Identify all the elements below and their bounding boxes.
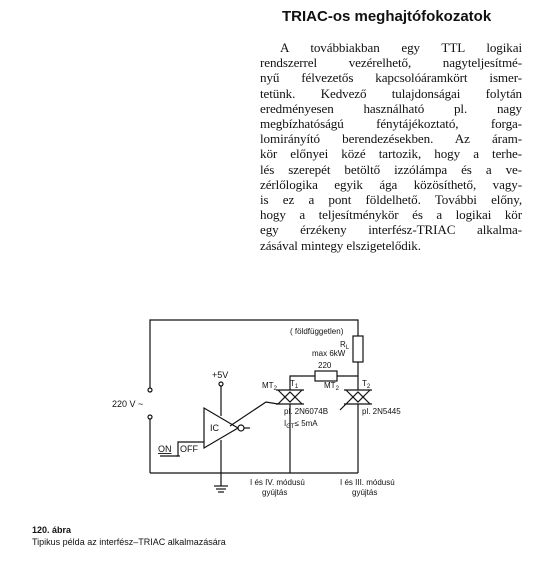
resistor-value: 220 xyxy=(318,361,332,370)
gate-resistor xyxy=(315,371,337,381)
article-paragraph xyxy=(260,40,522,253)
load-resistor xyxy=(353,336,363,362)
figure-number: 120. ábra xyxy=(32,525,72,535)
paragraph-line: A továbbiakban egy TTL logikai xyxy=(280,40,522,55)
t2-type-label: pl. 2N5445 xyxy=(362,407,401,416)
figure-caption-text: Tipikus példa az interfész–TRIAC alkalmazására xyxy=(32,537,226,547)
t1-mt2-label: $MT_2$ xyxy=(262,381,277,392)
t1-gate-wire xyxy=(230,402,278,426)
t1-label: $T_1$ xyxy=(290,379,299,390)
switch-off-label: OFF xyxy=(180,444,198,454)
paragraph-line: zásával mintegy elszigetelődik. xyxy=(260,237,421,253)
triac-schematic xyxy=(0,290,533,520)
paragraph-line: megbízhatóságú fénytájékoztató, forga- xyxy=(260,116,522,132)
mode-right-line1: I és III. módusú xyxy=(340,478,395,487)
paragraph-line: is ez a pont földelhető. További előny, xyxy=(260,192,522,208)
terminal-top xyxy=(148,388,152,392)
load-name: $R_L$ xyxy=(340,340,350,351)
paragraph-line: eredményesen használható pl. nagy xyxy=(260,100,522,116)
switch-on-label: ON xyxy=(158,444,172,454)
load-note: ( földfüggetlen) xyxy=(290,327,344,336)
ic-label: IC xyxy=(210,423,219,433)
paragraph-line: kör előnyei közé tartozik, hogy a terhe- xyxy=(260,146,522,162)
paragraph-line: zérlőlogika egyik ága közösíthető, vagy- xyxy=(260,176,522,192)
paragraph-line: egy érzékeny interfész-TRIAC alkalma- xyxy=(260,222,522,238)
figure-caption xyxy=(32,524,226,548)
t1-type-label: pl. 2N6074B xyxy=(284,407,329,416)
t2-label: $T_2$ xyxy=(362,379,371,390)
paragraph-line: nyű félvezetős kapcsolóáramkört ismer- xyxy=(260,70,522,86)
article-title: TRIAC-os meghajtófokozatok xyxy=(282,8,492,25)
supply-label: +5V xyxy=(212,370,229,380)
paragraph-line: lomirányító berendezésekben. Az áram- xyxy=(260,131,522,147)
paragraph-line: rendszerrel vezérelhető, nagyteljesítmé- xyxy=(260,55,522,71)
load-value: max 6kW xyxy=(312,349,346,358)
t2-gate xyxy=(340,404,346,410)
ic-inverter-bubble xyxy=(238,425,244,431)
paragraph-line: lés szerepét betöltő izzólámpa és a ve- xyxy=(260,161,522,177)
paragraph-line: tetünk. Kedvező tulajdonságai folytán xyxy=(260,85,522,101)
paragraph-line: hogy a teljesítménykör és a logikai kör xyxy=(260,207,522,223)
terminal-bottom xyxy=(148,415,152,419)
igt-label: $I_{GT}\le 5mA$ xyxy=(284,419,318,430)
mode-left-line2: gyújtás xyxy=(262,488,288,497)
t2-mt2-label: $MT_2$ xyxy=(324,381,339,392)
mode-right-line2: gyújtás xyxy=(352,488,378,497)
mains-label: 220 V ~ xyxy=(112,399,144,409)
mode-left-line1: I és IV. módusú xyxy=(250,478,305,487)
